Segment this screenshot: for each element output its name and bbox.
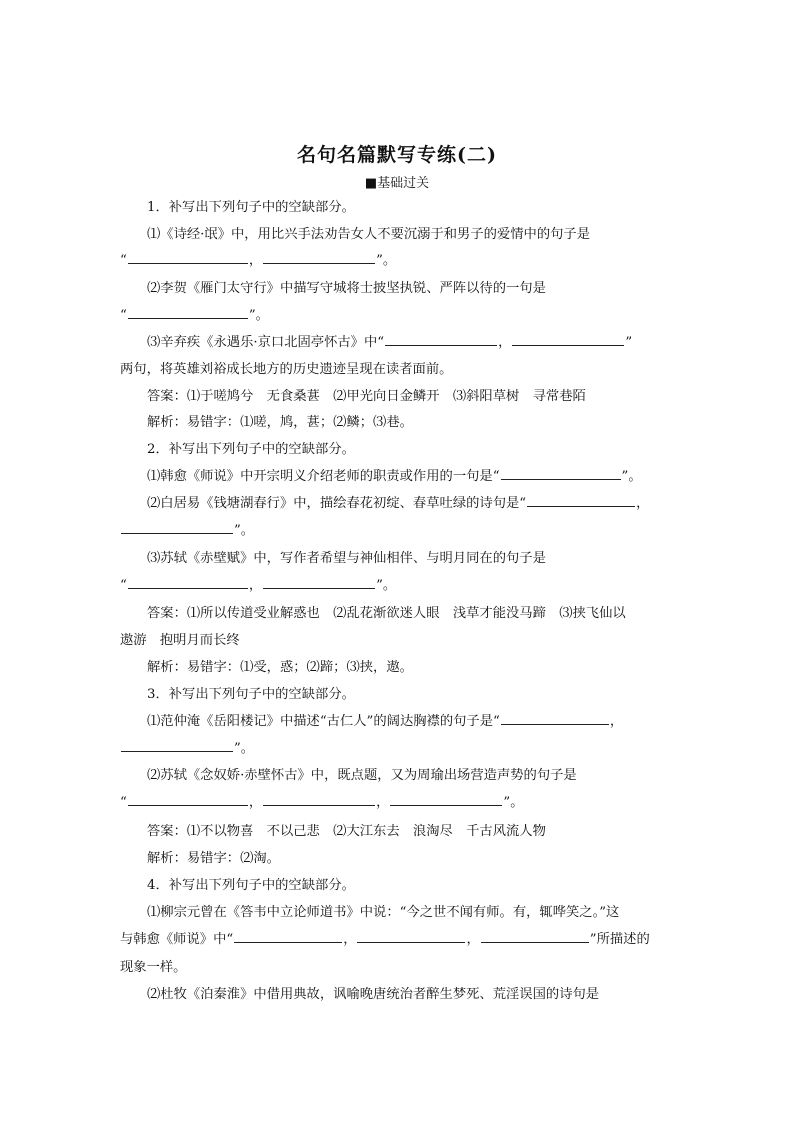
- answer-blank[interactable]: [128, 306, 248, 319]
- answer-blank[interactable]: [390, 793, 502, 806]
- q2-analysis: 解析：易错字：⑴受，惑；⑵蹄；⑶挟，遨。: [147, 660, 413, 675]
- answer-blank[interactable]: [263, 576, 375, 589]
- q2-p2-blanks: ”。: [120, 521, 676, 541]
- q3-p2-text: ⑵苏轼《念奴娇·赤壁怀古》中，既点题，又为周瑜出场营造声势的句子是: [147, 768, 577, 783]
- answer-blank[interactable]: [481, 930, 589, 943]
- q4-p1-continued: 现象一样。: [120, 960, 187, 975]
- page-title: 名句名篇默写专练(二): [297, 144, 497, 166]
- q4-p2-text: ⑵杜牧《泊秦淮》中借用典故，讽喻晚唐统治者醉生梦死、荒淫误国的诗句是: [147, 987, 600, 1002]
- answer-blank[interactable]: [128, 793, 248, 806]
- answer-blank[interactable]: [512, 333, 624, 346]
- q2-p1-text: ⑴韩愈《师说》中开宗明义介绍老师的职责或作用的一句是“ ”。: [147, 469, 642, 484]
- q3-p1-text: ⑴范仲淹《岳阳楼记》中描述“古仁人”的阔达胸襟的句子是“ ，: [147, 714, 624, 729]
- q3-heading: 3．补写出下列句子中的空缺部分。: [147, 687, 355, 702]
- q2-p3-blanks: “ ， ”。: [120, 578, 397, 593]
- q2-answer-line1: 答案：⑴所以传道受业解惑也 ⑵乱花渐欲迷人眼 浅草才能没马蹄 ⑶挟飞仙以: [147, 606, 626, 621]
- answer-blank[interactable]: [527, 494, 635, 507]
- q2-p3-text: ⑶苏轼《赤壁赋》中，写作者希望与神仙相伴、与明月同在的句子是: [147, 551, 546, 566]
- q1-heading: 1．补写出下列句子中的空缺部分。: [147, 200, 355, 215]
- answer-blank[interactable]: [234, 930, 342, 943]
- answer-blank[interactable]: [501, 712, 609, 725]
- q1-p1-blanks: “ ， ”。: [120, 253, 397, 268]
- answer-blank[interactable]: [357, 930, 465, 943]
- q1-p3-continued: 两句，将英雄刘裕成长地方的历史遗迹呈现在读者面前。: [120, 362, 453, 377]
- q2-answer-line2: 遨游 抱明月而长终: [120, 633, 240, 648]
- q4-heading: 4．补写出下列句子中的空缺部分。: [147, 878, 355, 893]
- q4-p1-blanks: 与韩愈《师说》中“ ， ， ”所描述的: [120, 932, 650, 947]
- q4-p1-text: ⑴柳宗元曾在《答韦中立论师道书》中说：“今之世不闻有师。有，辄哗笑之。”这: [147, 905, 620, 920]
- q3-analysis: 解析：易错字：⑵淘。: [147, 851, 280, 866]
- answer-blank[interactable]: [385, 333, 497, 346]
- q2-p2-text: ⑵白居易《钱塘湖春行》中，描绘春花初绽、春草吐绿的诗句是“ ，: [147, 496, 650, 511]
- answer-blank[interactable]: [121, 521, 233, 534]
- answer-blank[interactable]: [128, 576, 248, 589]
- q1-p1-text: ⑴《诗经·氓》中，用比兴手法劝告女人不要沉溺于和男子的爱情中的句子是: [147, 227, 591, 242]
- q2-heading: 2．补写出下列句子中的空缺部分。: [147, 442, 355, 457]
- answer-blank[interactable]: [501, 467, 621, 480]
- answer-blank[interactable]: [263, 793, 375, 806]
- answer-blank[interactable]: [128, 251, 248, 264]
- q1-p2-text: ⑵李贺《雁门太守行》中描写守城将士披坚执锐、严阵以待的一句是: [147, 281, 546, 296]
- q1-p2-blanks: “ ”。: [120, 308, 269, 323]
- q3-p2-blanks: “ ， ， ”。: [120, 795, 524, 810]
- q3-p1-blanks: ”。: [120, 739, 676, 759]
- section-subtitle: ■基础过关: [364, 176, 430, 191]
- answer-blank[interactable]: [263, 251, 375, 264]
- answer-blank[interactable]: [121, 739, 233, 752]
- q1-answer: 答案：⑴于嗟鸠兮 无食桑葚 ⑵甲光向日金鳞开 ⑶斜阳草树 寻常巷陌: [147, 389, 586, 404]
- q1-p3-text: ⑶辛弃疾《永遇乐·京口北固亭怀古》中“ ， ”: [147, 335, 633, 350]
- q3-answer: 答案：⑴不以物喜 不以己悲 ⑵大江东去 浪淘尽 千古风流人物: [147, 824, 546, 839]
- q1-analysis: 解析：易错字：⑴嗟，鸠，葚；⑵鳞；⑶巷。: [147, 415, 413, 430]
